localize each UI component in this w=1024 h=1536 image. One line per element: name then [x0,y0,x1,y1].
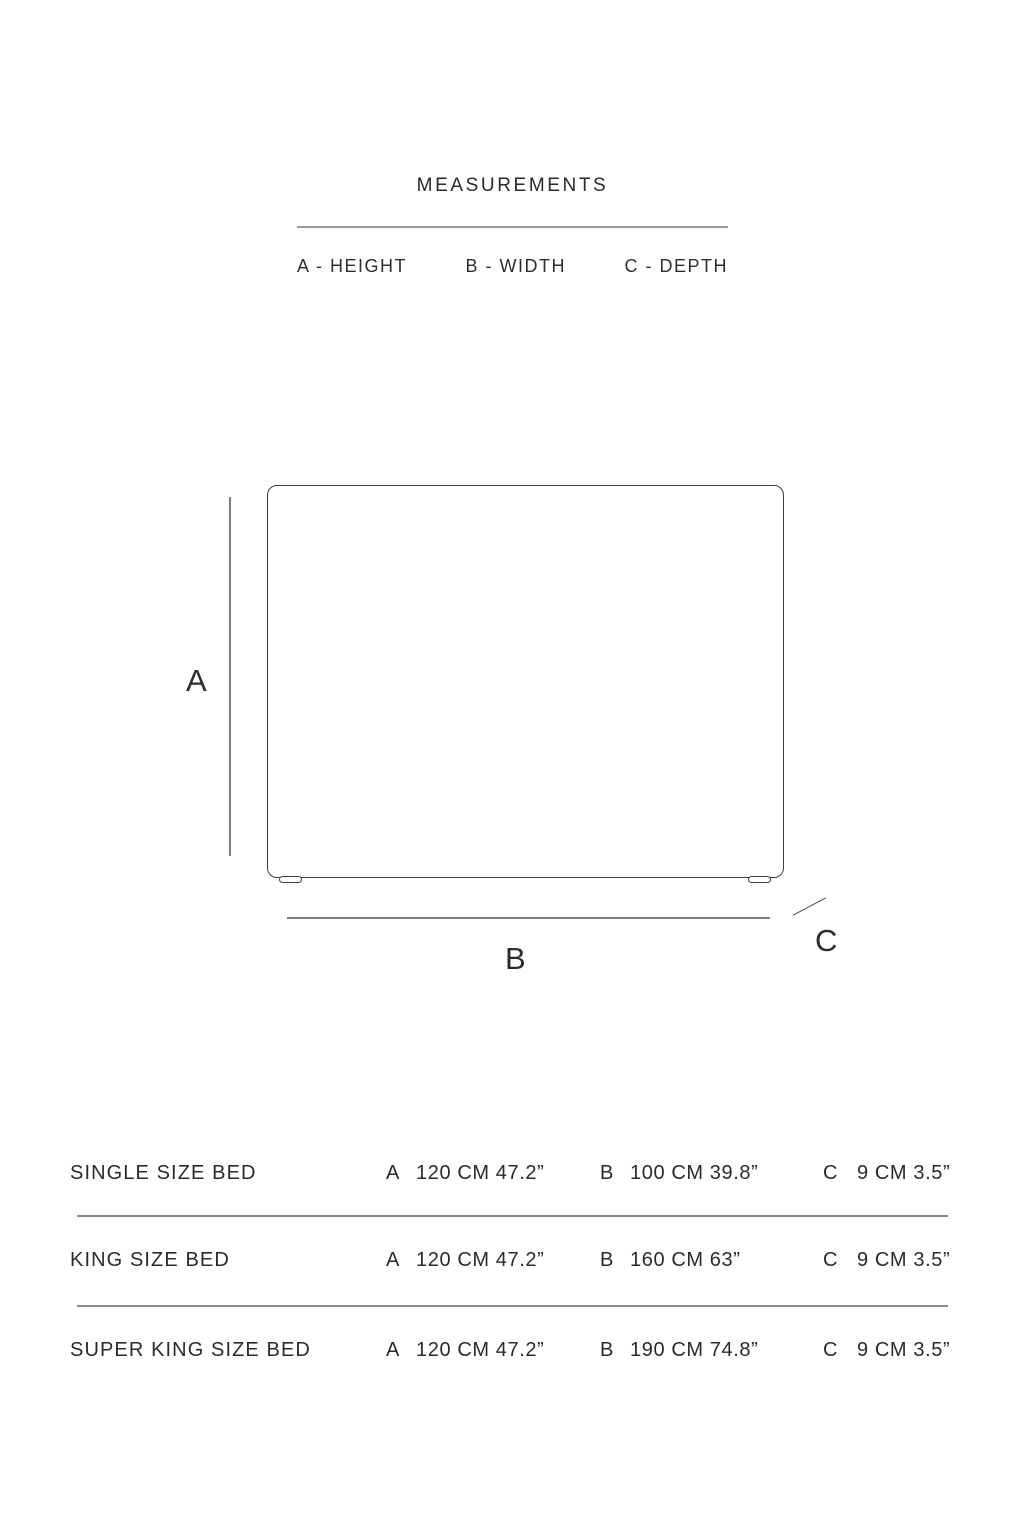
headboard-left-foot [279,876,302,883]
width-measure-line [287,917,770,919]
dim-value-c: 9 CM 3.5” [857,1249,951,1271]
dim-key-b: B [600,1249,614,1271]
dim-value-b: 160 CM 63” [630,1249,741,1271]
dim-key-b: B [600,1339,614,1361]
legend-item-height: A - HEIGHT [297,255,408,276]
header-divider [297,226,728,228]
depth-measure-line [793,897,826,915]
table-divider [77,1305,948,1307]
bed-size-name: SUPER KING SIZE BED [70,1339,311,1361]
headboard-outline [267,485,784,878]
dim-key-b: B [600,1162,614,1184]
depth-dim-label: C [815,923,838,958]
dim-key-c: C [823,1339,839,1361]
dim-value-b: 190 CM 74.8” [630,1339,759,1361]
dim-key-c: C [823,1249,839,1271]
legend-item-depth: C - DEPTH [624,255,728,276]
table-divider [77,1215,948,1217]
page-title: MEASUREMENTS [416,175,609,196]
dim-key-c: C [823,1162,839,1184]
height-measure-line [229,497,231,856]
width-dim-label: B [505,941,526,976]
header [297,175,728,277]
bed-size-name: SINGLE SIZE BED [70,1162,257,1184]
dim-key-a: A [386,1339,400,1361]
dim-value-a: 120 CM 47.2” [416,1162,545,1184]
bed-size-name: KING SIZE BED [70,1249,230,1271]
dim-value-c: 9 CM 3.5” [857,1162,951,1184]
table-row-super-king [0,1338,1024,1362]
dim-value-a: 120 CM 47.2” [416,1339,545,1361]
dim-key-a: A [386,1249,400,1271]
dim-value-a: 120 CM 47.2” [416,1249,545,1271]
dim-key-a: A [386,1162,400,1184]
height-dim-label: A [186,663,207,698]
dim-value-c: 9 CM 3.5” [857,1339,951,1361]
legend-item-width: B - WIDTH [465,255,566,276]
table-row-single [0,1161,1024,1185]
dimension-legend [297,256,728,277]
dim-value-b: 100 CM 39.8” [630,1162,759,1184]
table-row-king [0,1248,1024,1272]
headboard-right-foot [748,876,771,883]
